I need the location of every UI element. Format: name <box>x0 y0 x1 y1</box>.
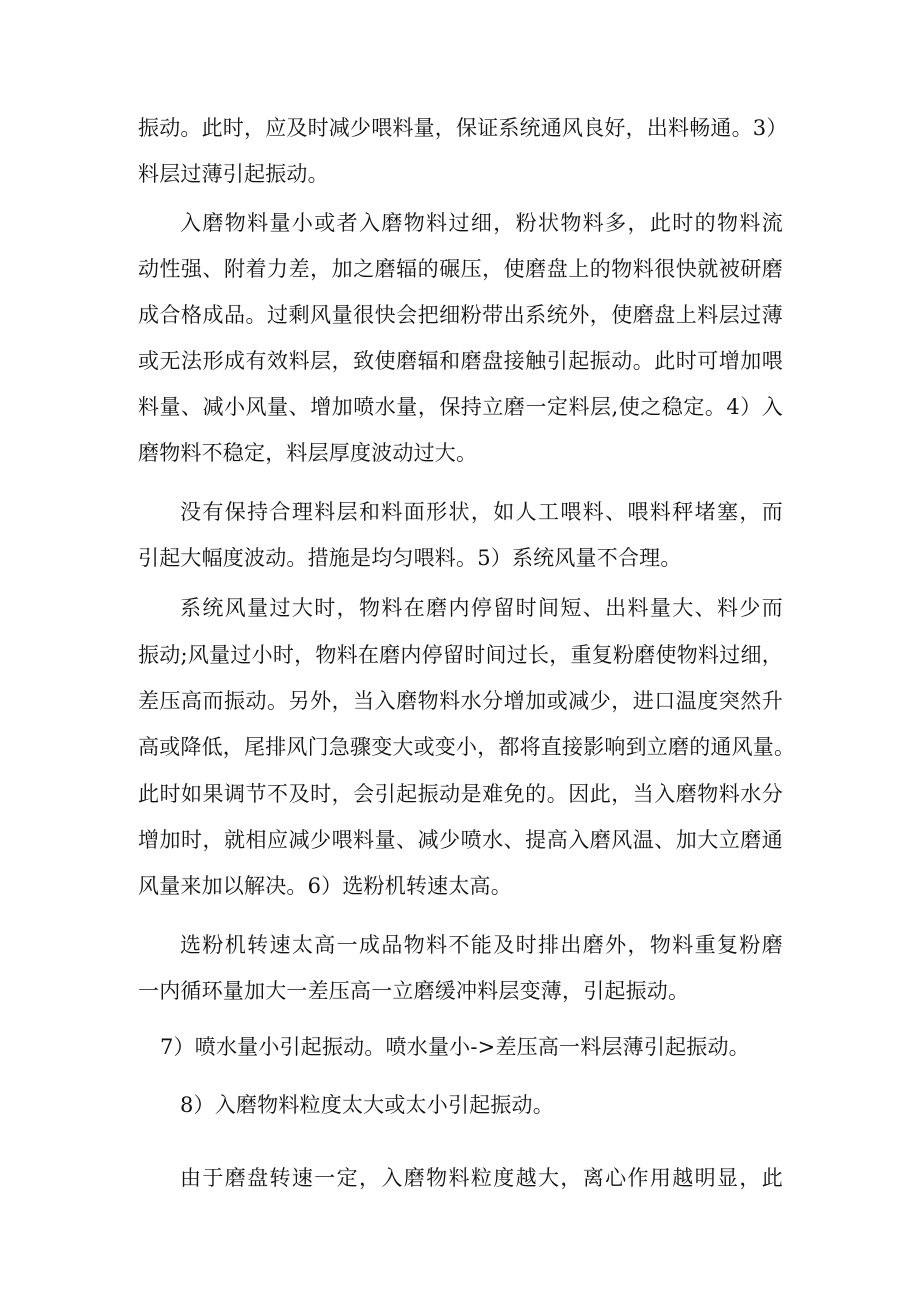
text-line: 振动。此时，应及时减少喂料量，保证系统通风良好，出料畅通。3） <box>138 116 788 140</box>
paragraph-first-line: 由于磨盘转速一定，入磨物料粒度越大，离心作用越明显，此 <box>180 1166 783 1190</box>
text-line: 动性强、附着力差，加之磨辐的碾压，使磨盘上的物料很快就被研磨 <box>138 257 783 281</box>
text-line: 振动;风量过小时，物料在磨内停留时间过长，重复粉磨使物料过细， <box>138 643 783 667</box>
text-line: 差压高而振动。另外，当入磨物料水分增加或减少，进口温度突然升 <box>138 689 783 713</box>
text-line: 此时如果调节不及时，会引起振动是难免的。因此，当入磨物料水分 <box>138 782 783 806</box>
paragraph-first-line: 选粉机转速太高一成品物料不能及时排出磨外，物料重复粉磨 <box>180 933 783 957</box>
text-line: 一内循环量加大一差压高一立磨缓冲料层变薄，引起振动。 <box>138 979 690 1003</box>
text-line: 成合格成品。过剩风量很快会把细粉带出系统外，使磨盘上料层过薄 <box>138 303 783 327</box>
paragraph-first-line: 入磨物料量小或者入磨物料过细，粉状物料多，此时的物料流 <box>180 211 783 235</box>
text-line: 7）喷水量小引起振动。喷水量小->差压高一料层薄引起振动。 <box>160 1035 750 1059</box>
text-line: 8）入磨物料粒度太大或太小引起振动。 <box>180 1093 554 1117</box>
text-line: 引起大幅度波动。措施是均匀喂料。5）系统风量不合理。 <box>138 546 682 570</box>
text-line: 增加时，就相应减少喂料量、减少喷水、提高入磨风温、加大立磨通 <box>138 828 783 852</box>
text-line: 磨物料不稳定，料层厚度波动过大。 <box>138 441 478 465</box>
text-line: 料量、减小风量、增加喷水量，保持立磨一定料层,使之稳定。4）入 <box>138 395 783 419</box>
paragraph-first-line: 系统风量过大时，物料在磨内停留时间短、出料量大、料少而 <box>180 596 783 620</box>
paragraph-first-line: 没有保持合理料层和料面形状，如人工喂料、喂料秤堵塞，而 <box>180 500 783 524</box>
text-line: 高或降低，尾排风门急骤变大或变小，都将直接影响到立磨的通风量。 <box>138 735 796 759</box>
text-line: 或无法形成有效料层，致使磨辐和磨盘接触引起振动。此时可增加喂 <box>138 349 783 373</box>
text-line: 风量来加以解决。6）选粉机转速太高。 <box>138 874 512 898</box>
text-line: 料层过薄引起振动。 <box>138 162 329 186</box>
